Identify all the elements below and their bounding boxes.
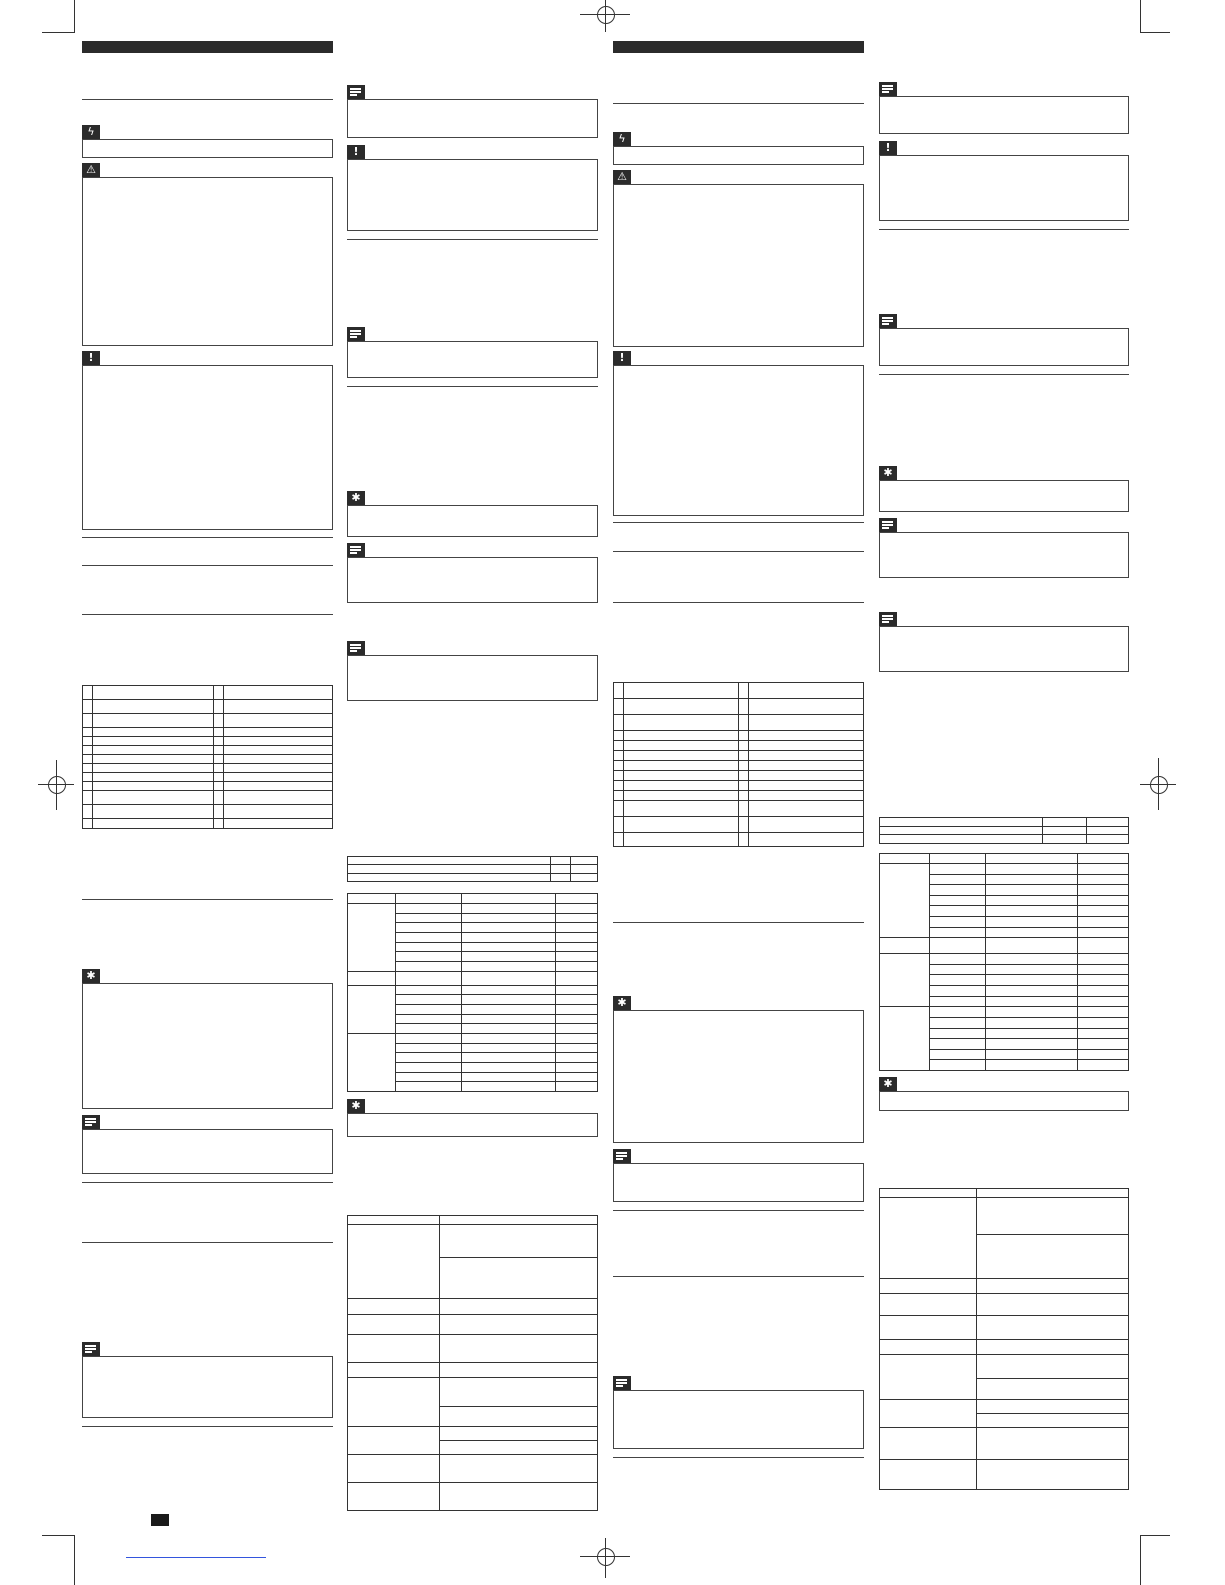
section-rule: [82, 537, 333, 538]
asterisk-tip-icon: ✱: [82, 969, 100, 983]
asterisk-tip-icon: ✱: [879, 1077, 897, 1091]
section-rule: [82, 614, 333, 615]
tip-box: [347, 505, 598, 537]
note-box: [82, 1129, 333, 1174]
note-box: [879, 328, 1129, 366]
section-rule: [82, 1182, 333, 1183]
tip-box: [879, 1091, 1129, 1111]
asterisk-tip-icon: ✱: [879, 466, 897, 480]
exclamation-icon: !: [347, 145, 365, 159]
parts-table: [82, 685, 333, 829]
section-rule: [82, 565, 333, 566]
section-rule: [613, 602, 864, 603]
lightning-icon: ϟ: [82, 125, 100, 139]
note-lines-icon: [347, 641, 365, 655]
tip-box: [879, 480, 1129, 512]
lightning-icon: ϟ: [613, 132, 631, 146]
summary-table: [347, 856, 598, 882]
note-lines-icon: [879, 314, 897, 328]
note-lines-icon: [613, 1376, 631, 1390]
compatibility-table: [879, 853, 1129, 1071]
note-lines-icon: [347, 543, 365, 557]
warning-box: [613, 184, 864, 347]
note-box: [613, 1390, 864, 1449]
warning-triangle-icon: ⚠: [613, 170, 631, 184]
summary-table: [879, 817, 1129, 844]
note-lines-icon: [879, 82, 897, 96]
parts-table: [613, 682, 864, 847]
asterisk-tip-icon: ✱: [613, 996, 631, 1010]
note-lines-icon: [82, 1115, 100, 1129]
danger-box: [613, 146, 864, 165]
note-box: [347, 655, 598, 701]
note-box: [879, 96, 1129, 134]
section-rule: [613, 1457, 864, 1458]
section-rule: [613, 922, 864, 923]
caution-box: [82, 365, 333, 530]
note-lines-icon: [347, 85, 365, 99]
caution-box: [879, 155, 1129, 221]
exclamation-icon: !: [613, 351, 631, 365]
note-box: [879, 626, 1129, 672]
section-rule: [613, 1210, 864, 1211]
section-rule: [82, 99, 333, 100]
asterisk-tip-icon: ✱: [347, 491, 365, 505]
footer-link-underline[interactable]: [126, 1557, 266, 1558]
section-rule: [613, 1276, 864, 1277]
tip-box: [82, 983, 333, 1109]
section-rule: [879, 229, 1129, 230]
tip-box: [347, 1113, 598, 1137]
compatibility-table: [347, 893, 598, 1092]
section-rule: [613, 551, 864, 552]
page-number-box: [151, 1514, 169, 1526]
note-lines-icon: [613, 1149, 631, 1163]
header-bar: [613, 41, 864, 53]
section-rule: [347, 386, 598, 387]
section-rule: [82, 1426, 333, 1427]
warning-box: [82, 177, 333, 346]
exclamation-icon: !: [82, 351, 100, 365]
note-lines-icon: [347, 327, 365, 341]
caution-box: [613, 365, 864, 516]
danger-box: [82, 139, 333, 158]
section-rule: [879, 374, 1129, 375]
section-rule: [347, 239, 598, 240]
specifications-table: [879, 1188, 1129, 1490]
specifications-table: [347, 1215, 598, 1511]
exclamation-icon: !: [879, 141, 897, 155]
header-bar: [82, 41, 333, 53]
section-rule: [613, 522, 864, 523]
asterisk-tip-icon: ✱: [347, 1099, 365, 1113]
note-lines-icon: [82, 1342, 100, 1356]
note-box: [347, 341, 598, 378]
tip-box: [613, 1010, 864, 1143]
section-rule: [82, 899, 333, 900]
note-box: [613, 1163, 864, 1202]
note-box: [879, 532, 1129, 578]
note-lines-icon: [879, 612, 897, 626]
note-box: [82, 1356, 333, 1418]
section-rule: [82, 1242, 333, 1243]
note-box: [347, 557, 598, 603]
note-lines-icon: [879, 518, 897, 532]
section-rule: [613, 103, 864, 104]
note-box: [347, 99, 598, 138]
warning-triangle-icon: ⚠: [82, 163, 100, 177]
caution-box: [347, 159, 598, 231]
